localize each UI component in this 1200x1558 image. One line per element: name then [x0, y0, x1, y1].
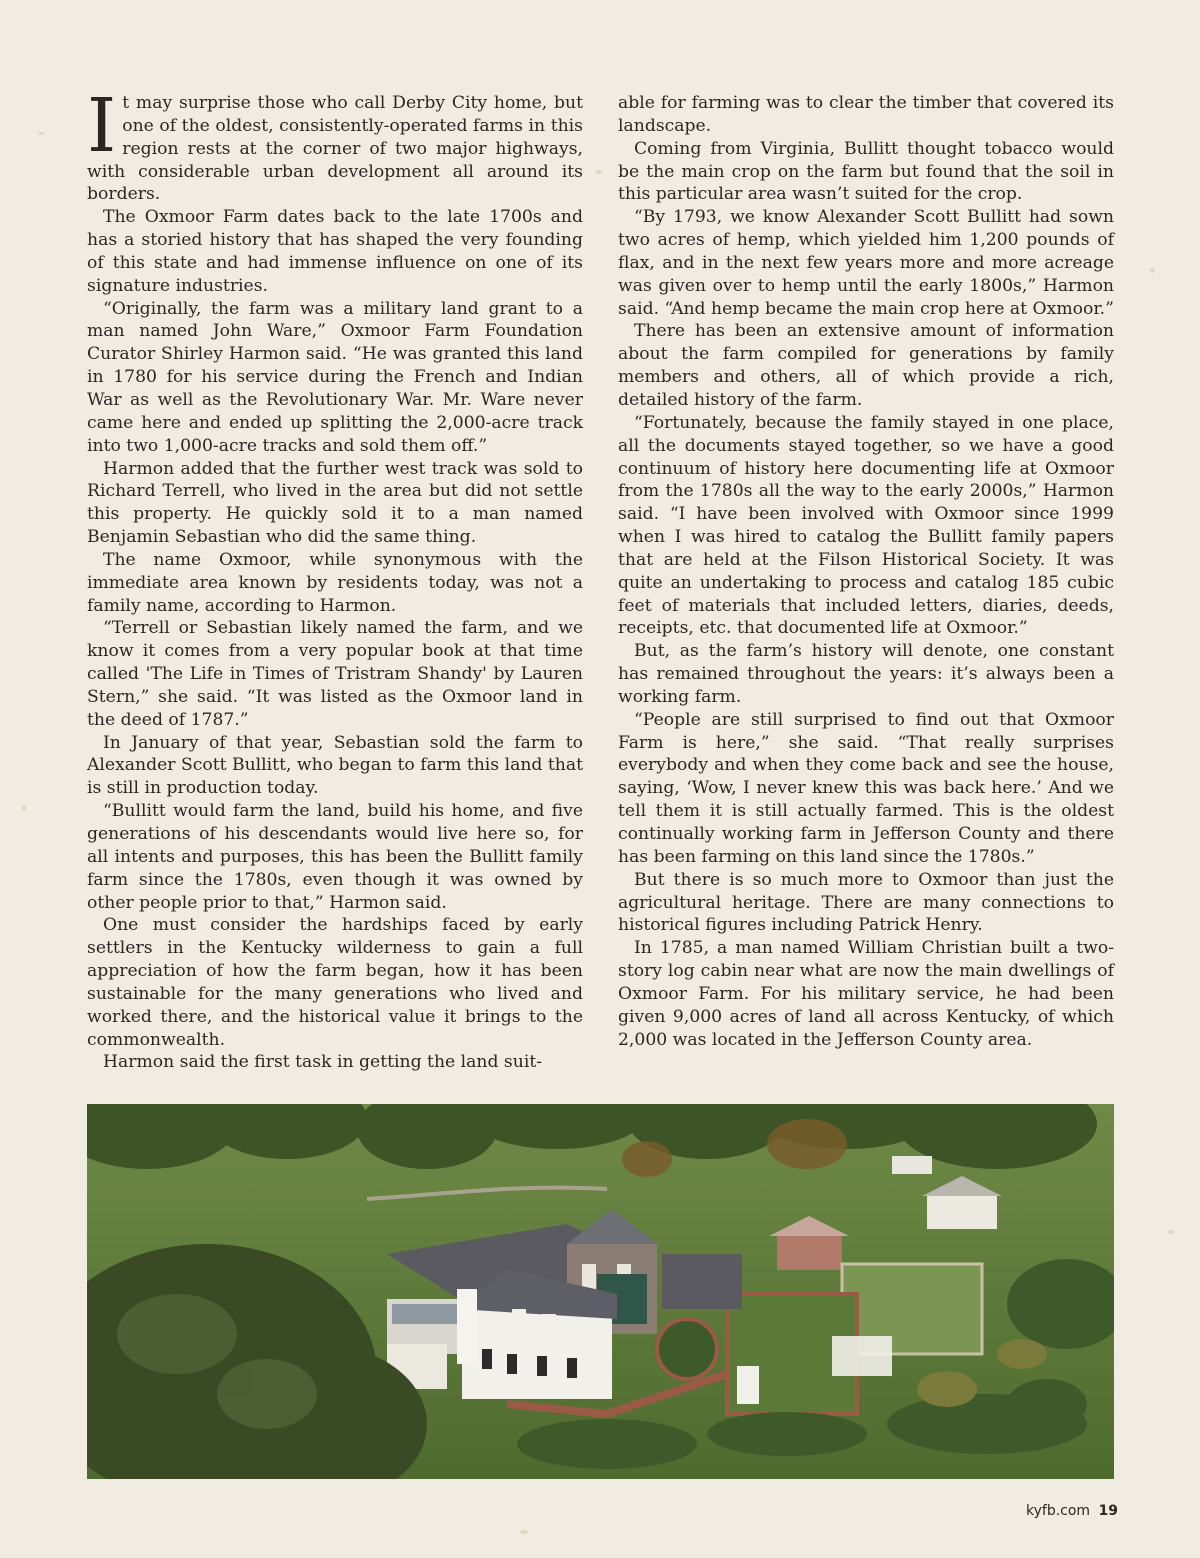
paragraph [87, 83, 583, 206]
paragraph: But, as the farm’s history will denote, one constant has remained throughout the years: it’s always been a working farm. [618, 641, 1114, 707]
paragraph: In January of that year, Sebastian sold the farm to Alexander Scott Bullitt, who began to farm this land that is still in production today. [87, 732, 583, 799]
paper-speck [1150, 268, 1155, 273]
paragraph: The name Oxmoor, while synonymous with the immediate area known by residents today, was not a family name, according to Harmon. [87, 549, 583, 616]
paragraph: “Fortunately, because the family stayed in one place, all the documents stayed together, so we have a good continuum of history here documenting life at Oxmoor from the 1780s all the way to the early 2000s,” Harmon said. “I have been involved with Oxmoor since 1999 when I was hired to catalog the Bullitt family papers that are held at the Filson Historical Society. It was quite an undertaking to process and catalog 185 cubic feet of materials that included letters, diaries, deeds, receipts, etc. that documented life at Oxmoor.” [618, 412, 1114, 639]
paragraph: Coming from Virginia, Bullitt thought tobacco would be the main crop on the farm but found that the soil in this particular area wasn’t suited for the crop. [618, 138, 1114, 205]
site-url: kyfb.com [1026, 1503, 1091, 1519]
right-column [618, 92, 1114, 1082]
paper-speck [1168, 1230, 1174, 1234]
paragraph: One must consider the hardships faced by early settlers in the Kentucky wilderness to gain a full appreciation of how the farm began, how it has been sustainable for the many generations who lived and worked there, and the historical value it brings to the commonwealth. [87, 915, 583, 1050]
paragraph: “Originally, the farm was a military land grant to a man named John Ware,” Oxmoor Farm Foundation Curator Shirley Harmon said. “He was granted this land in 1780 for his service during the French and Indian War as well as the Revolutionary War. Mr. Ware never came here and ended up splitting the 2,000-acre track into two 1,000-acre tracks and sold them off.” [87, 298, 583, 456]
aerial-farm-photo [87, 1104, 1114, 1479]
drop-cap: I [87, 83, 117, 169]
paragraph: “Terrell or Sebastian likely named the farm, and we know it comes from a very popular book at that time called 'The Life in Times of Tristram Shandy' by Lauren Stern,” she said. “It was listed as the Oxmoor land in the deed of 1787.” [87, 618, 583, 730]
paragraph: But there is so much more to Oxmoor than just the agricultural heritage. There are many connections to historical figures including Patrick Henry. [618, 869, 1114, 936]
paragraph: Harmon added that the further west track was sold to Richard Terrell, who lived in the area but did not settle this property. He quickly sold it to a man named Benjamin Sebastian who did the same thing. [87, 458, 583, 548]
article-body [87, 83, 1114, 1082]
left-column [87, 83, 583, 1082]
paragraph-text: t may surprise those who call Derby City home, but one of the oldest, consistently-operated farms in this region rests at the corner of two major highways, with considerable urban development all around its borders. [87, 93, 583, 205]
paragraph: “Bullitt would farm the land, build his home, and five generations of his descendants would live here so, for all intents and purposes, this has been the Bullitt family farm since the 1780s, even though it was owned by other people prior to that,” Harmon said. [87, 801, 583, 913]
paragraph: Harmon said the first task in getting the land suit- [103, 1052, 543, 1073]
page-footer [1026, 1503, 1118, 1519]
paragraph: “By 1793, we know Alexander Scott Bullitt had sown two acres of hemp, which yielded him 1,200 pounds of flax, and in the next few years more and more acreage was given over to hemp until the early 1800s,” Harmon said. “And hemp became the main crop here at Oxmoor.” [618, 207, 1114, 319]
page-number: 19 [1098, 1503, 1118, 1519]
farm-illustration [87, 1104, 1114, 1479]
paragraph: “People are still surprised to find out that Oxmoor Farm is here,” she said. “That really surprises everybody and when they come back and see the house, saying, ‘Wow, I never knew this was back here.’ And we tell them it is still actually farmed. This is the oldest continually working farm in Jefferson County and there has been farming on this land since the 1780s.” [618, 709, 1114, 867]
paragraph: The Oxmoor Farm dates back to the late 1700s and has a storied history that has shaped the very founding of this state and had immense influence on one of its signature industries. [87, 207, 583, 296]
paper-speck [38, 132, 44, 135]
paper-speck [22, 805, 26, 811]
paragraph: able for farming was to clear the timber that covered its landscape. [618, 93, 1114, 136]
paper-speck [520, 1530, 528, 1534]
paragraph: There has been an extensive amount of information about the farm compiled for generations by family members and others, all of which provide a rich, detailed history of the farm. [618, 321, 1114, 410]
paragraph: In 1785, a man named William Christian built a two-story log cabin near what are now the main dwellings of Oxmoor Farm. For his military service, he had been given 9,000 acres of land all across Kentucky, of which 2,000 was located in the Jefferson County area. [618, 938, 1114, 1050]
